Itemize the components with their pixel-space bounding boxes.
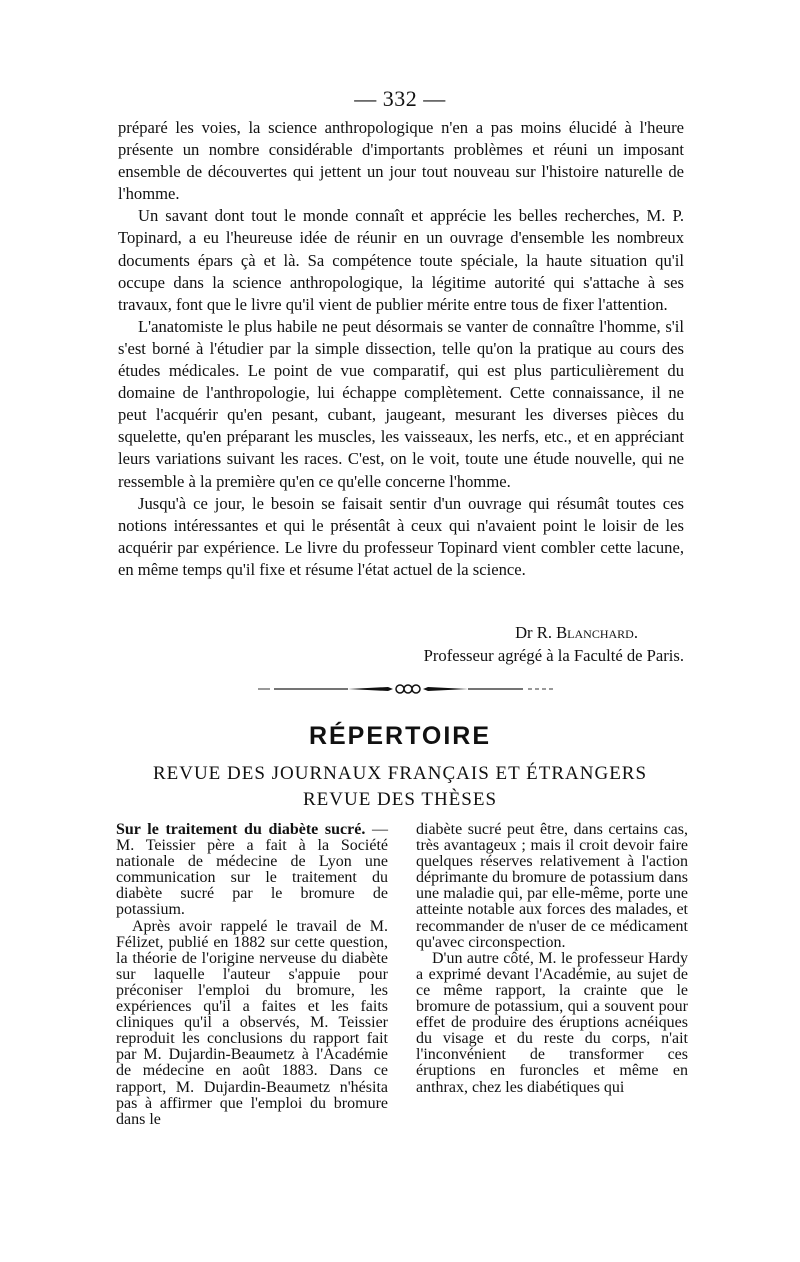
signature-block [118, 622, 684, 667]
divider-ring-2 [404, 685, 412, 693]
divider-ring-1 [396, 685, 404, 693]
section-subtitle-theses: REVUE DES THÈSES [302, 789, 498, 810]
article-lead: — M. Teissier père a fait à la Société nationale de médecine de Lyon une communication sur le traitement du diabète sucré par le bromure de potassium. [116, 821, 389, 919]
preface-text [118, 117, 684, 581]
page-number: — 332 — [354, 86, 446, 111]
article-paragraph-2: Après avoir rappelé le travail de M. Félizet, publié en 1882 sur cette question, la théorie de l'origine nerveuse du diabète sur laquelle l'auteur s'appuie pour préconiser l'emploi du bromure, les expériences qu'il a faites et les faits cliniques qu'il a observés, M. Teissier reproduit les conclusions du rapport fait par M. Dujardin-Beaumetz à l'Académie de médecine en août 1883. Dans ce rapport, M. Dujardin-Beaumetz n'hésita pas à affirmer que l'emploi du bromure dans le [116, 917, 388, 1128]
divider-taper-right [423, 687, 468, 691]
signature-title-prefix: Dr [515, 623, 533, 642]
article-right-column [416, 822, 688, 1096]
divider-taper-left [348, 687, 393, 691]
preface-paragraph-4: Jusqu'à ce jour, le besoin se faisait sentir d'un ouvrage qui résumât toutes ces notions intéressantes et qui le présentât à ceux qui n'avaient point le loisir de les acquérir par expérience. Le livre du professeur Topinard vient combler cette lacune, en même temps qu'il fixe et résume l'état actuel de la science. [118, 493, 684, 579]
article-right-paragraph-1: diabète sucré peut être, dans certains cas, très avantageux ; mais il croit devoir faire quelques réserves relativement à l'action déprimante du bromure de potassium dans une maladie qui, par elle-même, porte une atteinte notable aux forces des malades, et recommander de n'user de ce médicament qu'avec circonspection. [416, 821, 688, 951]
section-title: RÉPERTOIRE [308, 722, 492, 750]
ornament-divider [258, 683, 553, 695]
preface-paragraph-2: Un savant dont tout le monde connaît et apprécie les belles recherches, M. P. Topinard, a eu l'heureuse idée de réunir en un ouvrage d'ensemble les nombreux documents épars çà et là. Sa compétence toute spéciale, la haute situation qu'il occupe dans la science anthropologique, la légitime autorité qui s'attache à ses travaux, font que le livre qu'il vient de publier mérite entre tous de fixer l'attention. [118, 206, 684, 314]
preface-paragraph-1: préparé les voies, la science anthropologique n'en a pas moins élucidé à l'heure présente un nombre considérable d'importants problèmes et réuni un imposant ensemble de découvertes qui jettent un jour tout nouveau sur l'histoire naturelle de l'homme. [118, 118, 684, 204]
preface-paragraph-3: L'anatomiste le plus habile ne peut désormais se vanter de connaître l'homme, s'il s'est borné à l'étudier par la simple dissection, telle qu'on la pratique au cours des études médicales. Le point de vue comparatif, qui est plus particulièrement du domaine de l'anthropologie, lui échappe complètement. Cette connaissance, il ne peut l'acquérir qu'en pesant, cubant, jaugeant, mesurant les diverses pièces du squelette, qu'en préparant les muscles, les vaisseaux, les nerfs, etc., et en appréciant leurs variations suivant les races. C'est, on le voit, toute une étude nouvelle, qui ne ressemble à la première qu'en ce qu'elle concerne l'homme. [118, 316, 684, 491]
signature-name-line [118, 622, 684, 645]
article-right-paragraph-2: D'un autre côté, M. le professeur Hardy a exprimé devant l'Académie, au sujet de ce même rapport, la crainte que le bromure de potassium, qui a souvent pour effet de produire des éruptions acnéiques du visage et du reste du corps, n'ait l'inconvénient de transformer ces éruptions en furoncles et même en anthrax, chez les diabétiques qui [416, 949, 688, 1096]
divider-ring-3 [412, 685, 420, 693]
article-lead-paragraph [116, 822, 388, 919]
signature-position: Professeur agrégé à la Faculté de Paris. [423, 645, 684, 665]
article-left-column [116, 822, 388, 1128]
section-subtitle-journals: REVUE DES JOURNAUX FRANÇAIS ET ÉTRANGERS [152, 763, 648, 784]
article-title: Sur le traitement du diabète sucré. [116, 821, 366, 838]
signature-name: R. Blanchard. [536, 623, 638, 642]
